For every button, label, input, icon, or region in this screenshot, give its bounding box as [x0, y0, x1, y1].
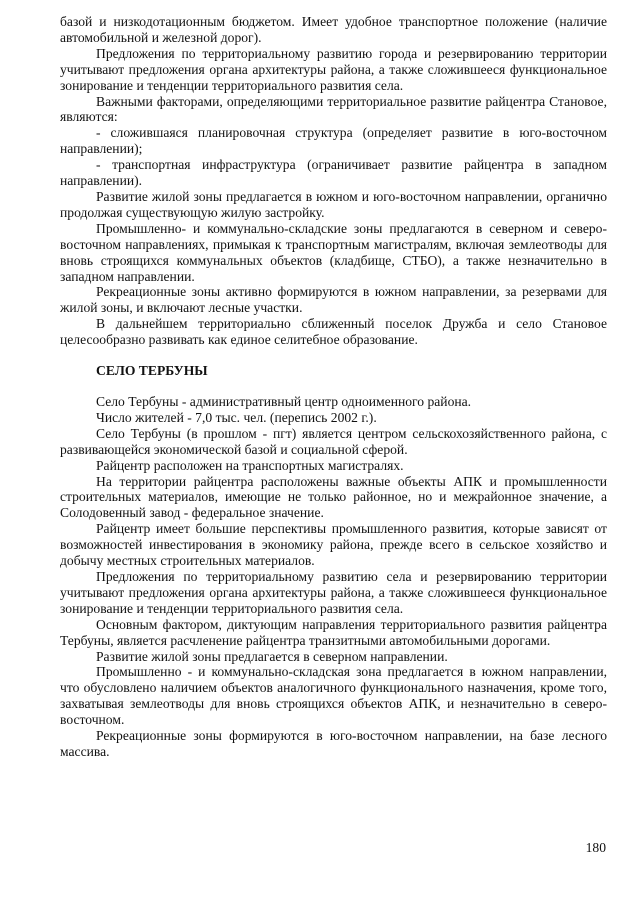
section-terbuny — [60, 394, 607, 760]
paragraph: Промышленно- и коммунально-складские зоны предлагаются в северном и северо-восточном направлениях, примыкая к транспортным магистралям, включая землеотводы для вновь строящихся коммунальных объектов (кладбище, СТБО), а также незначительно в западном направлении. — [60, 220, 607, 284]
paragraph: Число жителей - 7,0 тыс. чел. (перепись 2002 г.). — [96, 409, 377, 425]
section-stanovoe-continued — [60, 14, 607, 348]
paragraph: На территории райцентра расположены важные объекты АПК и промышленности строительных материалов, имеющие не только районное, но и межрайонное значение, а Солодовенный завод - федеральное значение. — [60, 473, 607, 521]
paragraph: базой и низкодотационным бюджетом. Имеет удобное транспортное положение (наличие автомобильной и железной дорог). — [60, 14, 607, 45]
paragraph: Промышленно - и коммунально-складская зона предлагается в южном направлении, что обусловлено наличием объектов аналогичного функционального назначения, кроме того, захватывая землеотводы для вновь строящихся объектов АПК, и незначительно в северо-восточном. — [60, 664, 607, 728]
paragraph: Райцентр расположен на транспортных магистралях. — [96, 457, 404, 473]
paragraph: Село Тербуны - административный центр одноименного района. — [96, 394, 472, 410]
paragraph: Развитие жилой зоны предлагается в северном направлении. — [96, 648, 448, 664]
paragraph: Рекреационные зоны формируются в юго-восточном направлении, на базе лесного массива. — [60, 728, 607, 759]
list-item: - транспортная инфраструктура (ограничивает развитие райцентра в западном направлении). — [60, 157, 607, 189]
paragraph: В дальнейшем территориально сближенный поселок Дружба и село Становое целесообразно развивать как единое селитебное образование. — [60, 316, 607, 348]
paragraph: Предложения по территориальному развитию села и резервированию территории учитывают предложения органа архитектуры района, а также сложившееся функциональное зонирование и тенденции территориального развития села. — [60, 569, 607, 616]
paragraph: Село Тербуны (в прошлом - пгт) является центром сельскохозяйственного района, с развивающейся экономической базой и социальной сферой. — [60, 425, 607, 457]
paragraph: Райцентр имеет большие перспективы промышленного развития, которые зависят от возможностей инвестирования в экономику района, прежде всего в сельское хозяйство и добычу местных строительных материалов. — [60, 521, 607, 569]
paragraph: Развитие жилой зоны предлагается в южном и юго-восточном направлении, органично продолжая существующую жилую застройку. — [60, 188, 607, 220]
paragraph: Предложения по территориальному развитию города и резервированию территории учитывают предложения органа архитектуры района, а также сложившееся функциональное зонирование и тенденции территориального развития села. — [60, 45, 607, 93]
page-number: 180 — [585, 840, 606, 855]
list-item: - сложившаяся планировочная структура (определяет развитие в юго-восточном направлении); — [60, 125, 607, 157]
section-heading: СЕЛО ТЕРБУНЫ — [96, 363, 208, 379]
paragraph: Важными факторами, определяющими территориальное развитие райцентра Становое, являются: — [60, 93, 607, 125]
paragraph: Основным фактором, диктующим направления территориального развития райцентра Тербуны, является расчленение райцентра транзитными автомобильными дорогами. — [60, 616, 607, 648]
paragraph: Рекреационные зоны активно формируются в южном направлении, за резервами для жилой зоны, и включают лесные участки. — [60, 284, 607, 316]
